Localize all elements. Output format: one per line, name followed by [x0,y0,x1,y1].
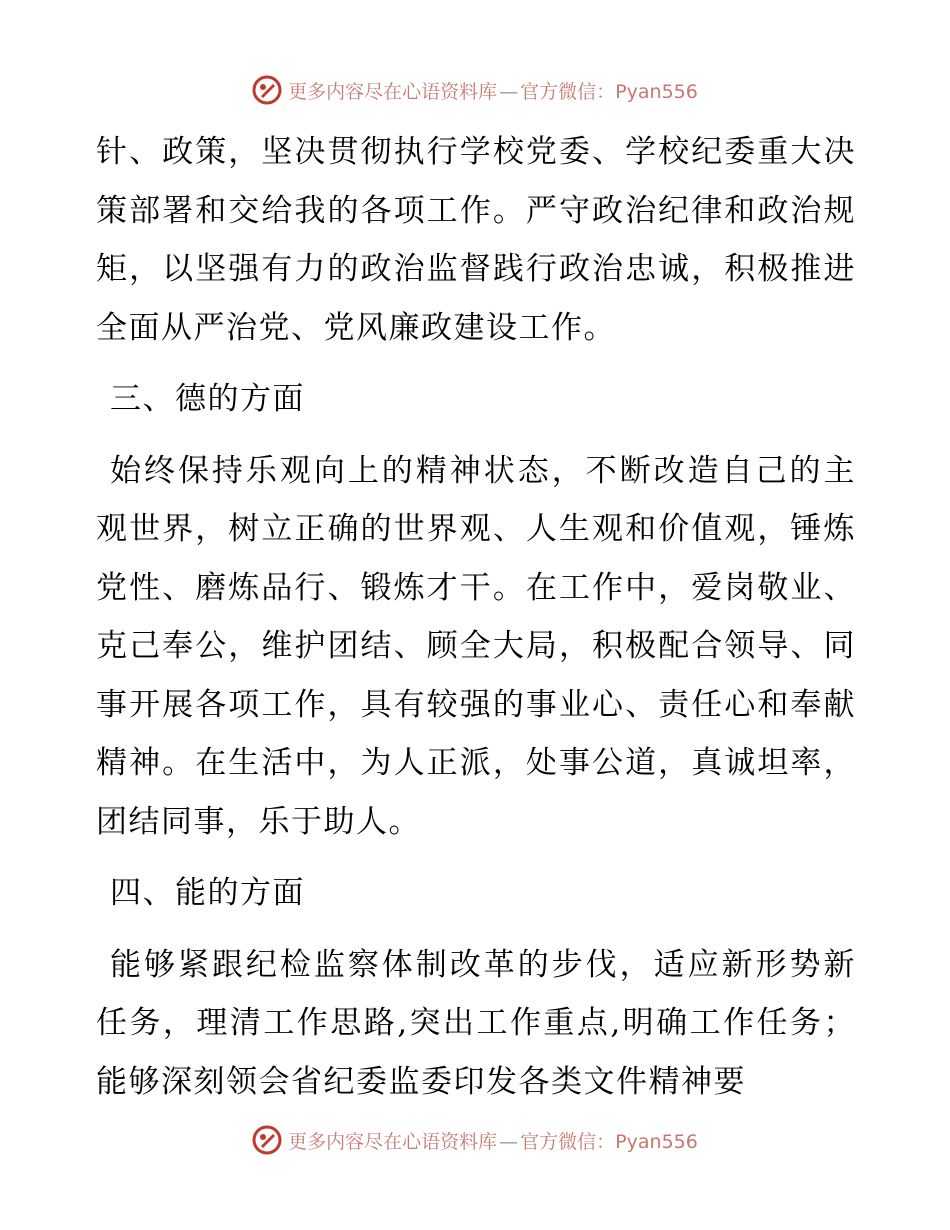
paragraph-virtue: 始终保持乐观向上的精神状态，不断改造自己的主观世界，树立正确的世界观、人生观和价值观，锤炼党性、磨炼品行、锻炼才干。在工作中，爱岗敬业、克己奉公，维护团结、顾全大局，积极配合领导、同事开展各项工作，具有较强的事业心、责任心和奉献精神。在生活中，为人正派，处事公道，真诚坦率，团结同事，乐于助人。 [96,452,856,840]
brand-logo-icon [252,1125,282,1155]
brand-logo-icon [252,75,282,105]
footer-watermark [0,1120,950,1160]
section-heading-virtue: 三、德的方面 [110,381,305,417]
paragraph-ability: 能够紧跟纪检监察体制改革的步伐，适应新形势新任务，理清工作思路,突出工作重点,明确工作任务；能够深刻领会省纪委监委印发各类文件精神要 [96,946,856,1100]
document-body [96,123,856,1124]
section-heading-ability: 四、能的方面 [110,875,305,911]
header-watermark [0,70,950,110]
watermark-text: 更多内容尽在心语资料库 — 官方微信：Pyan556 [288,1130,698,1153]
watermark-text: 更多内容尽在心语资料库 — 官方微信：Pyan556 [288,80,698,103]
paragraph-continuation: 针、政策，坚决贯彻执行学校党委、学校纪委重大决策部署和交给我的各项工作。严守政治纪律和政治规矩，以坚强有力的政治监督践行政治忠诚，积极推进全面从严治党、党风廉政建设工作。 [96,134,856,346]
